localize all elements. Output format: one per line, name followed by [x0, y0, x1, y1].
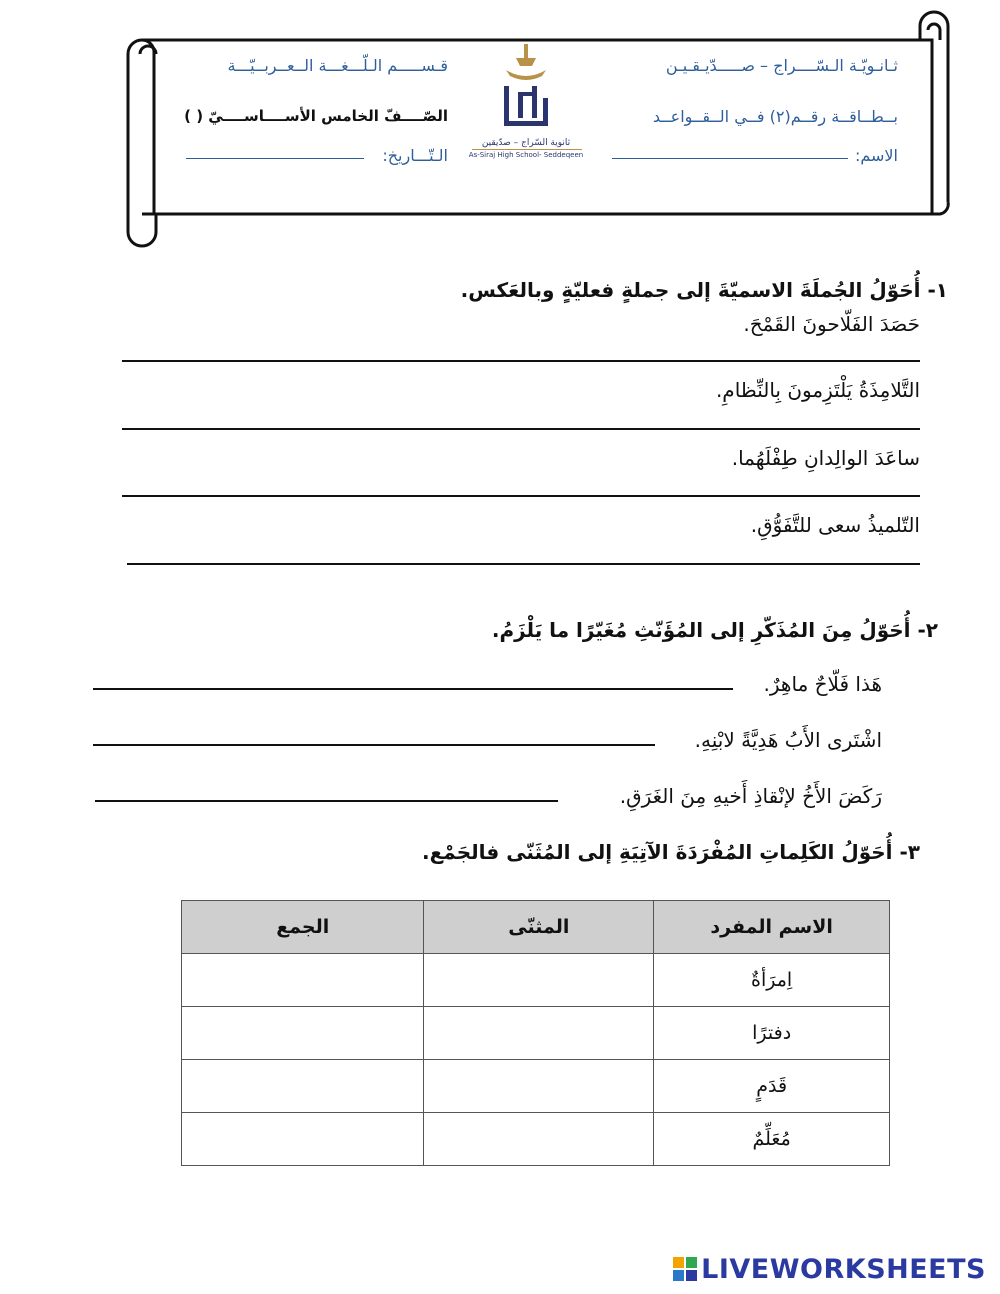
q1-sentence-2: التَّلامِذَةُ يَلْتَزِمونَ بِالنِّظامِ.	[715, 378, 920, 402]
grade-label: الصّــــفّ الخامس الأســــاســــيّ ( )	[184, 107, 448, 125]
q2-answer-line-2[interactable]	[93, 744, 655, 746]
q2-sentence-2: اشْتَرى الأَبُ هَدِيَّةً لابْنِهِ.	[694, 728, 882, 752]
table-row	[182, 1007, 890, 1060]
card-title: بــطــاقــة رقــم(٢) فــي الــقــواعــد	[652, 107, 898, 126]
singular-word: قَدَمٍ	[654, 1060, 890, 1113]
date-line[interactable]	[186, 158, 364, 159]
q2-answer-line-1[interactable]	[93, 688, 733, 690]
q1-answer-line-3[interactable]	[122, 495, 920, 497]
liveworksheets-brand: LIVEWORKSHEETS	[701, 1253, 986, 1285]
q2-sentence-3: رَكَضَ الأَخُ لإنْقاذِ أَخيهِ مِنَ الغَرَقِ.	[619, 784, 882, 808]
plural-answer-cell[interactable]	[182, 1113, 424, 1166]
name-label: الاسم:	[854, 146, 898, 165]
department-name: قـســـــم الـلّـــغـــة الــعــربــيّـــة	[227, 56, 448, 75]
dual-answer-cell[interactable]	[424, 1060, 654, 1113]
q3-title: ٣- أُحَوّلُ الكَلِماتِ المُفْرَدَةَ الآتِيَةِ إلى المُثَنّى فالجَمْع.	[422, 840, 920, 864]
q2-title: ٢- أُحَوّلُ مِنَ المُذَكّرِ إلى المُؤَنّثِ مُغَيّرًا ما يَلْزَمُ.	[491, 618, 938, 642]
plural-answer-cell[interactable]	[182, 954, 424, 1007]
logo-caption-ar: ثانوية السّراج – صدّيقين	[481, 138, 571, 148]
q1-answer-line-1[interactable]	[122, 360, 920, 362]
table-row	[182, 954, 890, 1007]
plural-answer-cell[interactable]	[182, 1007, 424, 1060]
header-singular: الاسم المفرد	[654, 901, 890, 954]
school-logo	[494, 42, 558, 136]
date-label: الـتّـــاريخ:	[382, 146, 448, 165]
q1-answer-line-4[interactable]	[127, 563, 920, 565]
name-line[interactable]	[612, 158, 848, 159]
liveworksheets-logo[interactable]	[673, 1253, 986, 1285]
header-dual: المثنّى	[424, 901, 654, 954]
liveworksheets-icon	[673, 1257, 697, 1281]
dual-answer-cell[interactable]	[424, 954, 654, 1007]
q1-answer-line-2[interactable]	[122, 428, 920, 430]
q1-sentence-4: التّلميذُ سعى للتَّفَوُّقِ.	[750, 513, 920, 537]
dual-answer-cell[interactable]	[424, 1007, 654, 1060]
plural-table	[181, 900, 890, 1166]
table-header-row	[182, 901, 890, 954]
logo-underline	[472, 149, 582, 150]
dual-answer-cell[interactable]	[424, 1113, 654, 1166]
q1-title: ١- أُحَوّلُ الجُملَةَ الاسميّةَ إلى جملةٍ فعليّةٍ وبالعَكس.	[460, 278, 948, 302]
singular-word: مُعَلِّمٌ	[654, 1113, 890, 1166]
q1-sentence-1: حَصَدَ الفَلّاحونَ القَمْحَ.	[743, 312, 920, 336]
table-row	[182, 1060, 890, 1113]
plural-answer-cell[interactable]	[182, 1060, 424, 1113]
q2-answer-line-3[interactable]	[95, 800, 558, 802]
q2-sentence-1: هَذا فَلّاحٌ ماهِرٌ.	[763, 672, 882, 696]
singular-word: دفترًا	[654, 1007, 890, 1060]
school-name: ثـانـويّـة الـسّــــراج – صـــــدّيـقـيـن	[665, 56, 898, 75]
q1-sentence-3: ساعَدَ الوالِدانِ طِفْلَهُما.	[731, 446, 920, 470]
singular-word: اِمرَأةٌ	[654, 954, 890, 1007]
table-row	[182, 1113, 890, 1166]
logo-caption-en: As-Siraj High School- Seddeqeen	[468, 151, 584, 159]
header-plural: الجمع	[182, 901, 424, 954]
